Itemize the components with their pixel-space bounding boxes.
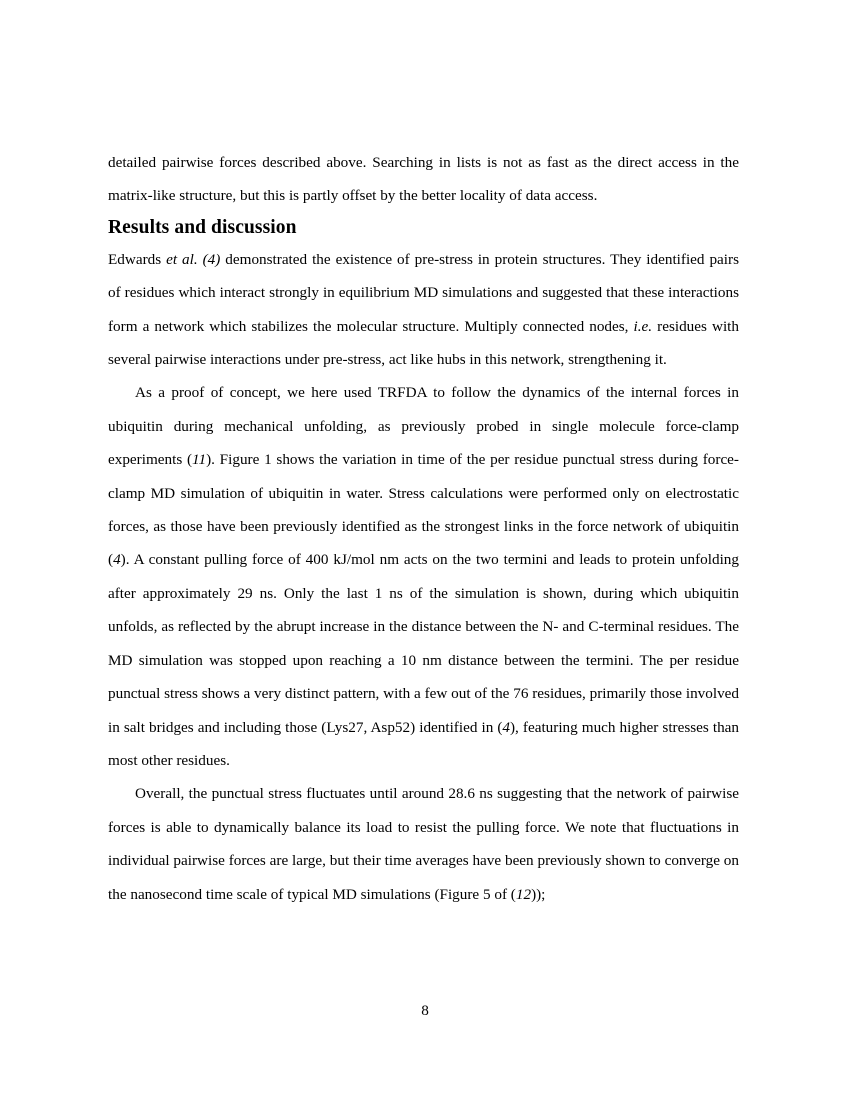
citation-4-second: 4 [502,718,510,736]
paragraph-3-part-2: ). Figure 1 shows the variation in time of the per residue punctual stress during force-clamp MD simulation of ubiquitin in water. Stress calculations were performed only on electrostatic forces, as those have been previously identified as the strongest links in the force network of ubiquitin ( [108,451,739,569]
citation-4-first: 4 [113,551,121,569]
paragraph-edwards-pre-stress [108,243,739,377]
citation-et-al-4: et al. (4) [166,250,221,268]
paragraph-3-part-4: ), featuring much higher stresses than most other residues. [108,718,740,769]
paragraph-2-part-3: residues with several pairwise interactions under pre-stress, act like hubs in this network, strengthening it. [108,317,739,369]
paragraph-2-part-1: Edwards [108,250,167,268]
paragraph-3-part-1: As a proof of concept, we here used TRFDA to follow the dynamics of the internal forces in ubiquitin during mechanical unfolding, as previously probed in single molecule force-clamp experiments ( [108,384,739,469]
paragraph-4-part-1: Overall, the punctual stress fluctuates until around 28.6 ns suggesting that the network of pairwise forces is able to dynamically balance its load to resist the pulling force. We note that fluctuations in individual pairwise forces are large, but their time averages have been previously shown to converge on the nanosecond time scale of typical MD simulations (Figure 5 of ( [108,785,739,903]
citation-12: 12 [515,885,532,903]
paragraph-2-part-2: demonstrated the existence of pre-stress in protein structures. They identified pairs of residues which interact strongly in equilibrium MD simulations and suggested that these interactions form a network which stabilizes the molecular structure. Multiply connected nodes, [108,250,739,335]
paragraph-overall-punctual-stress [108,777,739,911]
paragraph-3-part-3: ). A constant pulling force of 400 kJ/mol nm acts on the two termini and leads to protein unfolding after approximately 29 ns. Only the last 1 ns of the simulation is shown, during which ubiquitin unfolds, as reflected by the abrupt increase in the distance between the N- and C-terminal residues. The MD simulation was stopped upon reaching a 10 nm distance between the termini. The per residue punctual stress shows a very distinct pattern, with a few out of the 76 residues, primarily those involved in salt bridges and including those (Lys27, Asp52) identified in ( [108,551,739,736]
page-number: 8 [421,1002,429,1019]
paragraph-4-part-2: )); [531,885,546,903]
page-content [108,146,739,911]
paragraph-proof-of-concept [108,376,739,777]
paragraph-continuation [108,146,739,213]
italic-ie: i.e. [633,317,653,335]
citation-11: 11 [192,451,207,469]
section-heading-results-and-discussion: Results and discussion [108,216,297,238]
paragraph-1-text: detailed pairwise forces described above. Searching in lists is not as fast as the direct access in the matrix-like structure, but this is partly offset by the better locality of data access. [108,154,739,205]
